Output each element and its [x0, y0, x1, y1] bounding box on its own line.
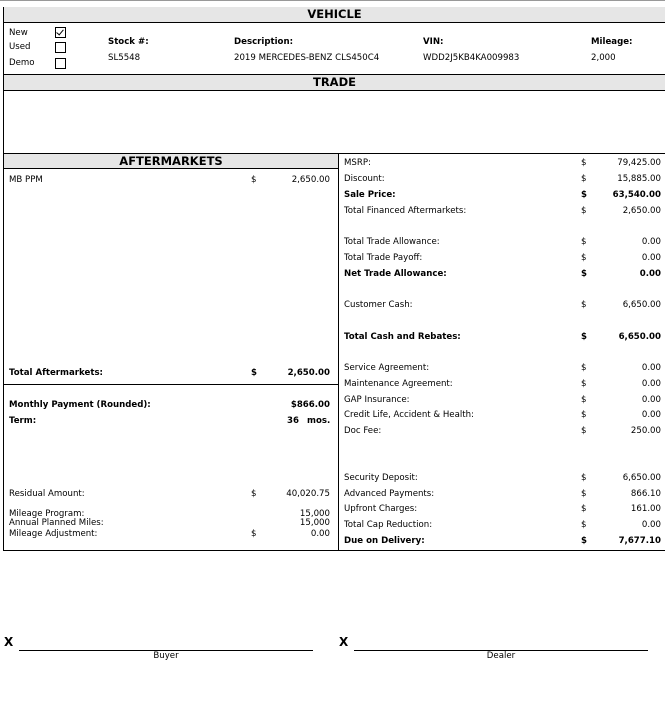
vin-value: WDD2J5KB4KA009983 [423, 53, 520, 63]
aftermarkets-divider [4, 384, 338, 385]
summary-currency: $ [581, 158, 587, 168]
aftermarket-item-currency: $ [251, 175, 257, 185]
summary-label: Maintenance Agreement: [344, 379, 453, 389]
summary-label: Total Trade Payoff: [344, 253, 423, 263]
trade-area [3, 91, 665, 153]
summary-label: Due on Delivery: [344, 536, 425, 546]
residual-value: 40,020.75 [286, 489, 330, 499]
summary-value: 250.00 [630, 426, 661, 436]
stock-label: Stock #: [108, 37, 149, 47]
monthly-payment-value: $866.00 [290, 400, 330, 410]
mileage-value: 2,000 [591, 53, 616, 63]
aftermarket-item-name: MB PPM [9, 175, 43, 185]
summary-value: 0.00 [641, 253, 661, 263]
stock-value: SL5548 [108, 53, 141, 63]
condition-label-used: Used [9, 42, 31, 52]
summary-value: 6,650.00 [622, 473, 661, 483]
annual-miles-label: Annual Planned Miles: [9, 518, 104, 528]
summary-value: 6,650.00 [622, 300, 661, 310]
mileage-program-label: Mileage Program: [9, 509, 85, 519]
deal-box [3, 153, 665, 551]
condition-checkbox-new[interactable] [55, 27, 66, 38]
summary-value: 0.00 [641, 363, 661, 373]
summary-value: 7,677.10 [618, 536, 661, 546]
summary-value: 6,650.00 [618, 332, 661, 342]
summary-currency: $ [581, 253, 587, 263]
description-label: Description: [234, 37, 294, 47]
term-value: 36 [287, 416, 299, 426]
summary-currency: $ [581, 395, 587, 405]
summary-value: 0.00 [641, 520, 661, 530]
residual-currency: $ [251, 489, 257, 499]
vin-label: VIN: [423, 37, 444, 47]
vehicle-header: VEHICLE [4, 7, 665, 23]
mileage-program-value: 15,000 [299, 509, 330, 519]
summary-currency: $ [581, 363, 587, 373]
buyer-label: Buyer [153, 651, 179, 661]
trade-header: TRADE [4, 74, 665, 91]
description-value: 2019 MERCEDES-BENZ CLS450C4 [234, 53, 380, 63]
aftermarket-item-amount: 2,650.00 [291, 175, 330, 185]
summary-currency: $ [581, 473, 587, 483]
summary-currency: $ [581, 332, 587, 342]
summary-value: 0.00 [639, 269, 661, 279]
summary-value: 0.00 [641, 237, 661, 247]
summary-label: Service Agreement: [344, 363, 430, 373]
summary-value: 866.10 [630, 489, 661, 499]
summary-label: GAP Insurance: [344, 395, 410, 405]
condition-label-demo: Demo [9, 58, 35, 68]
residual-label: Residual Amount: [9, 489, 85, 499]
summary-label: Discount: [344, 174, 385, 184]
summary-value: 0.00 [641, 395, 661, 405]
summary-value: 0.00 [641, 410, 661, 420]
summary-currency: $ [581, 520, 587, 530]
annual-miles-value: 15,000 [299, 518, 330, 528]
summary-label: Doc Fee: [344, 426, 382, 436]
top-edge-line [0, 0, 665, 1]
summary-currency: $ [581, 426, 587, 436]
dealer-label: Dealer [486, 651, 516, 661]
summary-currency: $ [581, 536, 587, 546]
condition-checkbox-used[interactable] [55, 42, 66, 53]
summary-currency: $ [581, 504, 587, 514]
summary-label: Security Deposit: [344, 473, 418, 483]
mileage-label: Mileage: [591, 37, 633, 47]
summary-currency: $ [581, 379, 587, 389]
summary-currency: $ [581, 190, 587, 200]
condition-checkbox-demo[interactable] [55, 58, 66, 69]
summary-label: MSRP: [344, 158, 371, 168]
summary-currency: $ [581, 269, 587, 279]
summary-label: Advanced Payments: [344, 489, 435, 499]
summary-label: Net Trade Allowance: [344, 269, 447, 279]
summary-value: 0.00 [641, 379, 661, 389]
summary-label: Total Cap Reduction: [344, 520, 433, 530]
aftermarkets-header: AFTERMARKETS [4, 154, 338, 169]
summary-value: 2,650.00 [622, 206, 661, 216]
summary-label: Total Financed Aftermarkets: [344, 206, 467, 216]
total-aftermarkets-value: 2,650.00 [287, 368, 330, 378]
dealer-x-mark: X [339, 635, 349, 649]
summary-value: 79,425.00 [617, 158, 661, 168]
summary-currency: $ [581, 174, 587, 184]
summary-value: 15,885.00 [617, 174, 661, 184]
mileage-adjustment-currency: $ [251, 529, 257, 539]
total-aftermarkets-label: Total Aftermarkets: [9, 368, 103, 378]
summary-currency: $ [581, 206, 587, 216]
monthly-payment-label: Monthly Payment (Rounded): [9, 400, 151, 410]
summary-label: Upfront Charges: [344, 504, 418, 514]
summary-label: Customer Cash: [344, 300, 413, 310]
summary-currency: $ [581, 237, 587, 247]
mileage-adjustment-value: 0.00 [310, 529, 330, 539]
term-unit: mos. [307, 416, 331, 426]
summary-label: Sale Price: [344, 190, 396, 200]
total-aftermarkets-currency: $ [251, 368, 257, 378]
buyer-x-mark: X [4, 635, 14, 649]
condition-label-new: New [9, 28, 28, 38]
summary-value: 63,540.00 [612, 190, 661, 200]
summary-currency: $ [581, 489, 587, 499]
summary-currency: $ [581, 300, 587, 310]
summary-currency: $ [581, 410, 587, 420]
summary-value: 161.00 [630, 504, 661, 514]
term-label: Term: [9, 416, 37, 426]
summary-label: Total Trade Allowance: [344, 237, 440, 247]
mileage-adjustment-label: Mileage Adjustment: [9, 529, 98, 539]
summary-label: Total Cash and Rebates: [344, 332, 461, 342]
summary-label: Credit Life, Accident & Health: [344, 410, 474, 420]
column-divider [338, 153, 339, 551]
